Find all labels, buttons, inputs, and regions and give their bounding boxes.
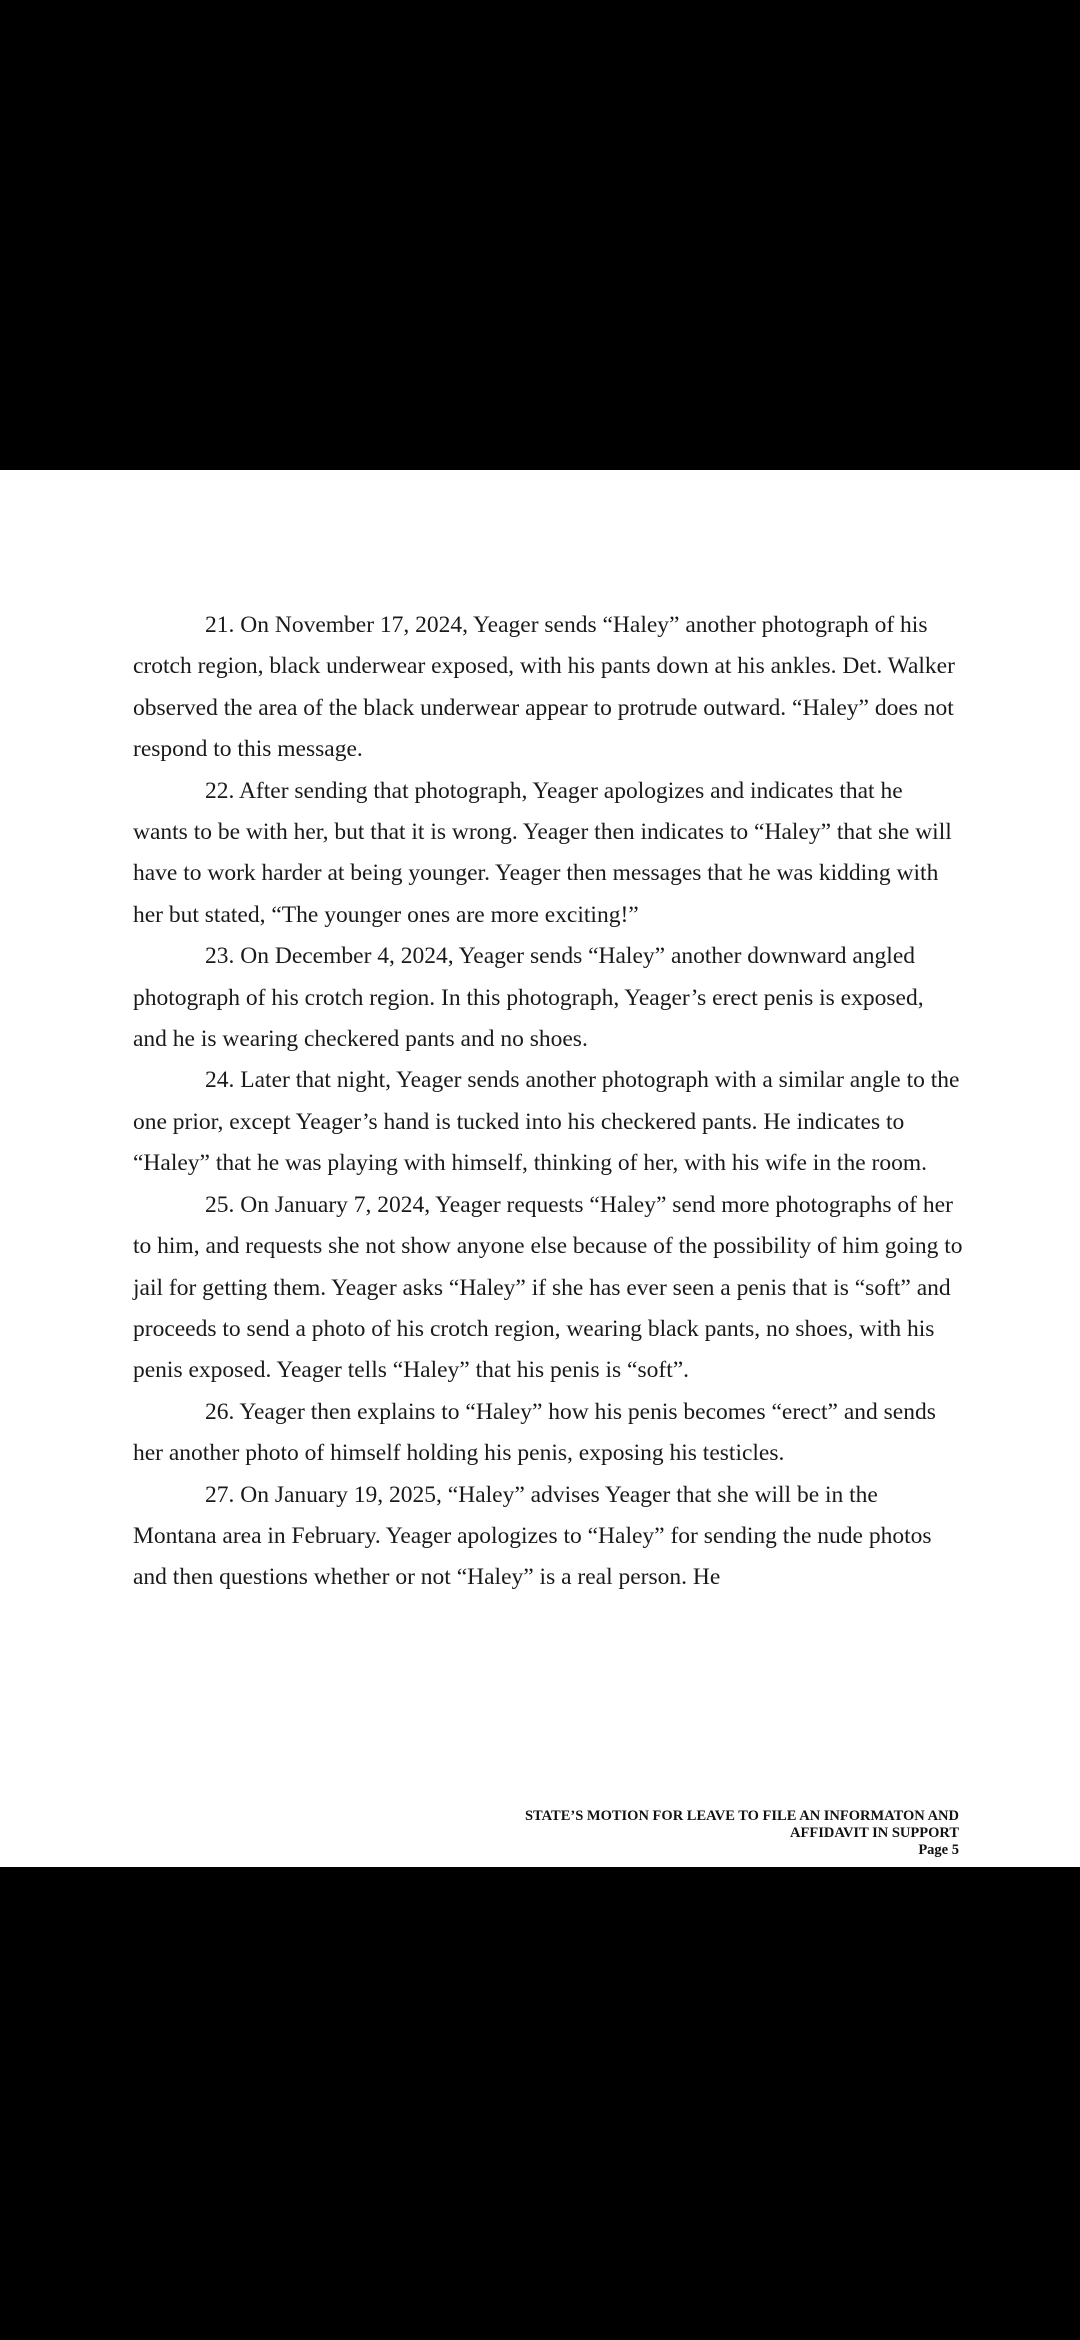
paragraph-27: 27. On January 19, 2025, “Haley” advises Yeager that she will be in the Montana area in February. Yeager apologizes to “Haley” for sending the nude photos and then questions whether or not “Haley” is a real person. He — [133, 1481, 932, 1591]
footer-title-line-1: STATE’S MOTION FOR LEAVE TO FILE AN INFORMATON AND — [524, 1808, 959, 1824]
page-footer — [359, 1808, 959, 1859]
paragraph-22: 22. After sending that photograph, Yeager apologizes and indicates that he wants to be with her, but that it is wrong. Yeager then indicates to “Haley” that she will have to work harder at being younger. Yeager then messages that he was kidding with her but stated, “The younger ones are more exciting!” — [133, 777, 952, 928]
footer-title-line-2: AFFIDAVIT IN SUPPORT — [790, 1825, 959, 1841]
page-number: Page 5 — [918, 1842, 959, 1858]
paragraph-26: 26. Yeager then explains to “Haley” how his penis becomes “erect” and sends her another photo of himself holding his penis, exposing his testicles. — [133, 1398, 936, 1467]
page-body — [133, 605, 963, 1599]
paragraph-25: 25. On January 7, 2024, Yeager requests “Haley” send more photographs of her to him, and requests she not show anyone else because of the possibility of him going to jail for getting them. Yeager asks “Haley” if she has ever seen a penis that is “soft” and proceeds to send a photo of his crotch region, wearing black pants, no shoes, with his penis exposed. Yeager tells “Haley” that his penis is “soft”. — [133, 1191, 963, 1384]
document-page — [0, 470, 1080, 1867]
paragraph-24: 24. Later that night, Yeager sends another photograph with a similar angle to the one prior, except Yeager’s hand is tucked into his checkered pants. He indicates to “Haley” that he was playing with himself, thinking of her, with his wife in the room. — [133, 1067, 960, 1177]
paragraph-23: 23. On December 4, 2024, Yeager sends “Haley” another downward angled photograph of his crotch region. In this photograph, Yeager’s erect penis is exposed, and he is wearing checkered pants and no shoes. — [133, 943, 924, 1053]
paragraph-21: 21. On November 17, 2024, Yeager sends “Haley” another photograph of his crotch region, black underwear exposed, with his pants down at his ankles. Det. Walker observed the area of the black underwear appear to protrude outward. “Haley” does not respond to this message. — [133, 612, 955, 763]
